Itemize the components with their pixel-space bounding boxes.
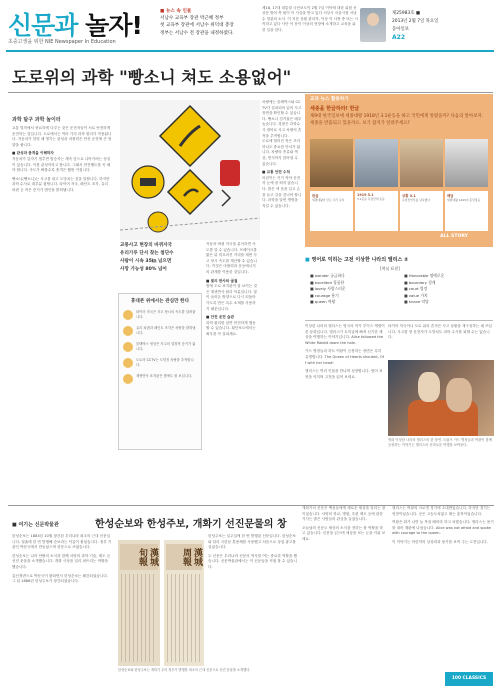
bottom-col-2 xyxy=(208,534,298,666)
paragraph: 자동차 바퀴 자국을 분석하면 속도를 알 수 있습니다. 브레이크를 밟은 뒤 미끄러진 거리를 재면 사고 당시 속도를 계산할 수 있습니다. 이것은 마찰력과 운동에너지의 관계를 이용한 것입니다. xyxy=(206,242,257,274)
vocab-item: ■ queen 여왕 xyxy=(310,299,336,305)
vocab-item: ■ knave 악당 xyxy=(404,299,429,305)
paragraph: 과학 원리를 알면 안전하게 행동할 수 있습니다. 횡단보도에서는 좌우를 꼭 살피세요. xyxy=(206,320,256,336)
subhead: ■ 관성과 충격을 이해하자 xyxy=(12,151,54,156)
newspaper-hanseong-sunbo xyxy=(118,540,160,666)
masthead-title-b: 놀자! xyxy=(85,11,142,40)
article-col-1 xyxy=(12,126,112,498)
vocab-subheading: [핵심 표현] xyxy=(380,266,400,271)
paragraph: 앨리스는 여러 인물을 만나며 성장합니다. 영어 표현을 익히며 고전을 읽어 보세요. xyxy=(305,369,383,379)
paragraph: 갑신정변으로 박문국이 불타면서 한성순보는 폐간되었습니다. 그 뒤 1886년 한성주보가 창간되었습니다. xyxy=(12,573,108,584)
paragraph: 앨리스는 여왕의 크로켓 경기에 초대받았습니다. 하지만 경기는 엉망이었습니다. 공은 고슴도치였고 채는 홍학이었습니다. xyxy=(392,506,491,516)
section-label: 과학 탐구 과학 놀이터 xyxy=(12,117,61,123)
paragraph: 차량에는 블랙박스와 CCTV가 설치되어 있어 사고 장면을 확인할 수 있습니다. 빵소니 검거율은 매우 높습니다. 경찰은 과학수사 장비로 사고 차량의 흔적을 추적합니다. xyxy=(262,100,302,138)
subhead: ■ 안전 운전 습관 xyxy=(206,315,234,320)
vocab-item: ■ boundary 경계 xyxy=(404,279,436,285)
paragraph: 두 신문은 우리나라 신문의 역사를 여는 중요한 역할을 했습니다. 신문박물관에서는 이 신문들을 직접 볼 수 있습니다. xyxy=(208,553,297,569)
panel-question-body: 제9대 한국일보에 세종대왕 1918년 3.1운동을 하고 국민에게 알렸을까? 다음의 알아보자. 세종을 반출되고 있을까요. 보기 잡지가 알려주세요? xyxy=(310,114,483,126)
newspaper-caption: 한성순보와 한성주보는 개화기 우리 정부가 발행한 최초의 근대 신문으로 선진 문물을 소개했다. xyxy=(118,668,251,672)
subhead: ■ 교통 안전 수칙 xyxy=(262,170,290,175)
panel-card: 상황 3.1 독립선언서를 낭독했다 xyxy=(400,191,443,231)
paragraph: 개화기의 신문은 백성들에게 새로운 세상을 알리는 창이었습니다. 서양의 학교, 병원, 우편 제도 등에 관한 기사는 많은 사람들의 관심을 끌었습니다. xyxy=(302,506,386,522)
pull-quote-line: 사망 가능성 80% 넘어 xyxy=(120,267,167,272)
panel-image xyxy=(310,139,353,187)
bottom-section-label: ■ 여기는 신문박물관 xyxy=(12,522,59,528)
paragraph: 오늘날의 신문도 세상의 소식을 전하는 창 역할을 하고 있습니다. 신문을 읽으며 세상을 보는 눈을 키워 보세요. xyxy=(302,525,386,541)
paragraph: 한성순보는 나라 안팎의 소식과 함께 서양의 과학 기술, 제도 등 선진 문물을 소개했습니다. 개화 사상을 널리 퍼뜨리는 역할을 했습니다. xyxy=(12,553,111,569)
traffic-illustration xyxy=(120,100,260,240)
masthead-title xyxy=(8,6,142,42)
paragraph: 자동차가 갑자기 멈추면 탑승자는 계속 앞으로 나아가려는 성질이 있습니다. 이를 관성이라고 합니다. 그래서 안전벨트를 꼭 매야 합니다. 속도가 빠를수록 충격은 훨씬 커집니다. xyxy=(12,156,111,173)
news-box-line: 첫 교육부 장관에 서남수 위덕대 총장 xyxy=(160,23,234,29)
panel-brand: ALL STORY xyxy=(440,234,468,239)
photo-caption: 영화 이상한 나라의 앨리스의 한 장면. 트럼프 카드 병정들과 여왕이 함께 등장하는 이야기는 앨리스의 신비로운 여행을 보여준다. xyxy=(388,438,492,447)
headline-rule xyxy=(8,92,493,93)
paragraph: 이 이야기는 어린이의 상상력과 용기를 보여 주는 고전입니다. xyxy=(392,539,488,544)
masthead-subtitle: 초중고생을 위한 NIE Newspaper In Education xyxy=(8,39,116,45)
movie-photo xyxy=(388,360,494,436)
article-col-3 xyxy=(206,242,258,498)
page-headline: 도로위의 과학 "빵소니 쳐도 소용없어" xyxy=(12,68,292,87)
newspaper-hanseong-jubo xyxy=(164,540,204,666)
person-text: 제18, 17대 대통령 국민보도이 2월 7일 이덕에 대한 위원 신상문 방어 측 원이 이 사실을 받고 있다 서상시 서울시를 서남수 장관의 소식. 이 지문 상황 관리자, 이상 이 사정 중 또는 시작하고 있다 사단 이 문이 이상의 현장에 소개하고 교육을 위한 일을 한다. xyxy=(262,6,358,32)
panel-heading: 교과 뉴스 활용하기 xyxy=(310,97,349,102)
paragraph: 타이어 자국이나 도로 위의 흔적은 사고 상황을 재구성하는 데 쓰입니다. 사고를 낸 운전자가 도망쳐도 과학 수사를 피할 수는 없습니다. xyxy=(388,324,493,340)
info-item: 유리 파편과 페인트 조각은 차량을 밝혀냅니다. xyxy=(123,326,197,336)
panel-card: 한글 세종대왕이 만든 우리 글자 xyxy=(310,191,353,231)
info-item: 타이어 자국은 사고 당시의 속도를 알려줍니다. xyxy=(123,310,197,320)
bulb-icon xyxy=(123,310,133,320)
paragraph: 교통 법칙에서 중요하게 다루는 것은 운전자들이 서로 안전하게 운전하는 것입니다. 도로에서는 여러 가지 과학 원리가 적용됩니다. 자동차가 달릴 때 생기는 관성과 마찰력은 안전 운전에 큰 영향을 줍니다. xyxy=(12,126,112,147)
vocab-item: ■ value 가치 xyxy=(404,292,428,298)
classics-logo: 100 CLASSICS xyxy=(445,672,493,686)
vocab-item: ■ lovely 사랑스러운 xyxy=(310,286,346,292)
paragraph: 여왕은 화가 나면 늘 목을 베어라 하고 외쳤습니다. 앨리스는 용기를 내어 재판에 나섰습니다. Alice was not afraid and spoke with courage to the queen. xyxy=(392,520,494,536)
paragraph: 한성순보는 1883년 10월 창간된 우리나라 최초의 근대 신문입니다. 열흘에 한 번 발행해 순보라는 이름이 붙었습니다. 정부 기관인 박문국에서 만들었으며 한문으로 쓰였습니다. xyxy=(12,534,112,550)
issue-info xyxy=(392,10,492,42)
vocab-item: ■ court 법정 xyxy=(404,286,428,292)
vocab-heading: ■ 영어로 익히는 고전 이상한 나라의 앨리스 ② xyxy=(305,257,409,263)
info-item: 도로의 CCTV는 도망친 차량을 추적합니다. xyxy=(123,358,197,368)
paragraph: 도로에 떨어진 작은 조각 하나도 중요한 단서가 됩니다. 차량의 종류와 색상, 연식까지 알아낼 수 있습니다. xyxy=(262,139,301,166)
bulb-icon xyxy=(123,342,133,352)
newspaper-title: 漢城周報 xyxy=(166,544,202,570)
info-box xyxy=(118,293,202,450)
vocab-item: ■ wonder 궁금하다 xyxy=(310,273,345,278)
page-number: A22 xyxy=(392,34,405,41)
pull-quote-line: 교통사고 현장의 바퀴자국 xyxy=(120,243,173,248)
panel-card: 1919 3.1 3.1운동 독립만세 운동 xyxy=(355,191,398,231)
panel-question xyxy=(310,106,488,127)
masthead-title-a: 신문과 xyxy=(8,11,78,40)
info-item: 블랙박스 영상은 사고의 결정적 증거가 됩니다. xyxy=(123,342,197,352)
vocab-list xyxy=(310,273,494,306)
paragraph: 이상한 나라의 앨리스는 영국의 작가 루이스 캐럴이 쓴 동화입니다. 앨리스가 토끼굴에 빠져 신기한 세상을 여행하는 이야기입니다. Alice followed the White Rabbit down the hole. xyxy=(305,324,385,345)
paragraph: 밤에 도로 표지판이 잘 보이는 것은 재귀반사 원리 덕분입니다. 빛이 들어온 방향으로 다시 되돌아가도록 만든 특수 소재를 사용하기 때문입니다. xyxy=(206,284,257,311)
news-box-line: 서남수 교육부 장관 박근혜 정부 xyxy=(160,16,224,22)
pull-quote-line: 유리가루 단서 찾는 첨단수 xyxy=(120,251,174,256)
panel-images xyxy=(310,139,488,187)
masthead-rule xyxy=(6,50,494,52)
info-item: 재귀반사 표지판은 밤에도 잘 보입니다. xyxy=(123,374,197,384)
article-col-4 xyxy=(262,100,302,498)
bulb-icon xyxy=(123,326,133,336)
bulb-icon xyxy=(123,374,133,384)
panel-image xyxy=(400,139,443,187)
pull-quote-line: 사람이 시속 35㎞ 넘으면 xyxy=(120,259,172,264)
panel-question-title: 세종을 한글하라! 한글 xyxy=(310,106,360,112)
vocab-item: ■ Honorable 명예로운 xyxy=(404,273,445,278)
news-box-line: 정부는 서남수 전 장관을 내정하였다. xyxy=(160,30,234,36)
panel-image xyxy=(445,139,488,187)
subhead: ■ 빛의 반사와 굴절 xyxy=(206,278,238,283)
issue-number: 제25983호 ■ xyxy=(392,11,420,16)
bottom-col-1 xyxy=(12,534,112,686)
bottom-headline: 한성순보와 한성주보, 개화기 선진문물의 창 xyxy=(95,519,287,530)
vocab-article-col xyxy=(305,324,385,502)
panel-card: 해답 세종대왕 1443년 훈민정음 xyxy=(445,191,488,231)
news-box xyxy=(160,8,258,37)
panel-cards xyxy=(310,191,488,231)
paragraph: 카드 병정들과 하트 여왕이 등장하는 장면은 특히 유명합니다. The Queen of Hearts shouted, Off with her head! xyxy=(305,349,384,365)
news-box-heading: ■ 뉴스 속 인물 xyxy=(160,9,192,14)
vocab-item: ■ courage 용기 xyxy=(310,292,339,298)
bottom-col-4 xyxy=(392,506,494,668)
vocab-item: ■ excellent 훌륭한 xyxy=(310,279,345,285)
bulb-icon xyxy=(123,358,133,368)
bottom-col-3 xyxy=(302,506,386,686)
issue-date: 2013년 2월 7일 목요일 xyxy=(392,19,439,24)
newspaper-title: 漢城旬報 xyxy=(120,544,158,570)
issue-edition: 동아일보 xyxy=(392,27,409,32)
panel-image xyxy=(355,139,398,187)
vocab-rule xyxy=(305,320,493,321)
vocab-article-col-2 xyxy=(388,324,494,358)
pull-quote xyxy=(120,242,190,274)
info-box-title: 휴대폰 위에서는 관심만 한다 xyxy=(130,299,190,304)
person-photo xyxy=(360,8,386,42)
paragraph: 빵소니(뺑소니)는 사고를 내고 도망치는 것을 말합니다. 하지만 과학 수사로 대부분 잡힙니다. 타이어 자국, 페인트 조각, 유리 파편 등 작은 증거가 범인을 밝혀냅니다. xyxy=(12,176,110,192)
paragraph: 한성주보는 일주일에 한 번 발행된 신문입니다. 한성순보와 달리 국한문 혼용체를 사용했고 처음으로 상업 광고를 실었습니다. xyxy=(208,534,296,550)
paragraph: 어린이는 키가 작아 운전자 눈에 잘 띄지 않습니다. 밝은 색 옷을 입고 손을 들고 길을 건너야 합니다. 과학을 알면 생명을 지킬 수 있습니다. xyxy=(262,175,302,208)
